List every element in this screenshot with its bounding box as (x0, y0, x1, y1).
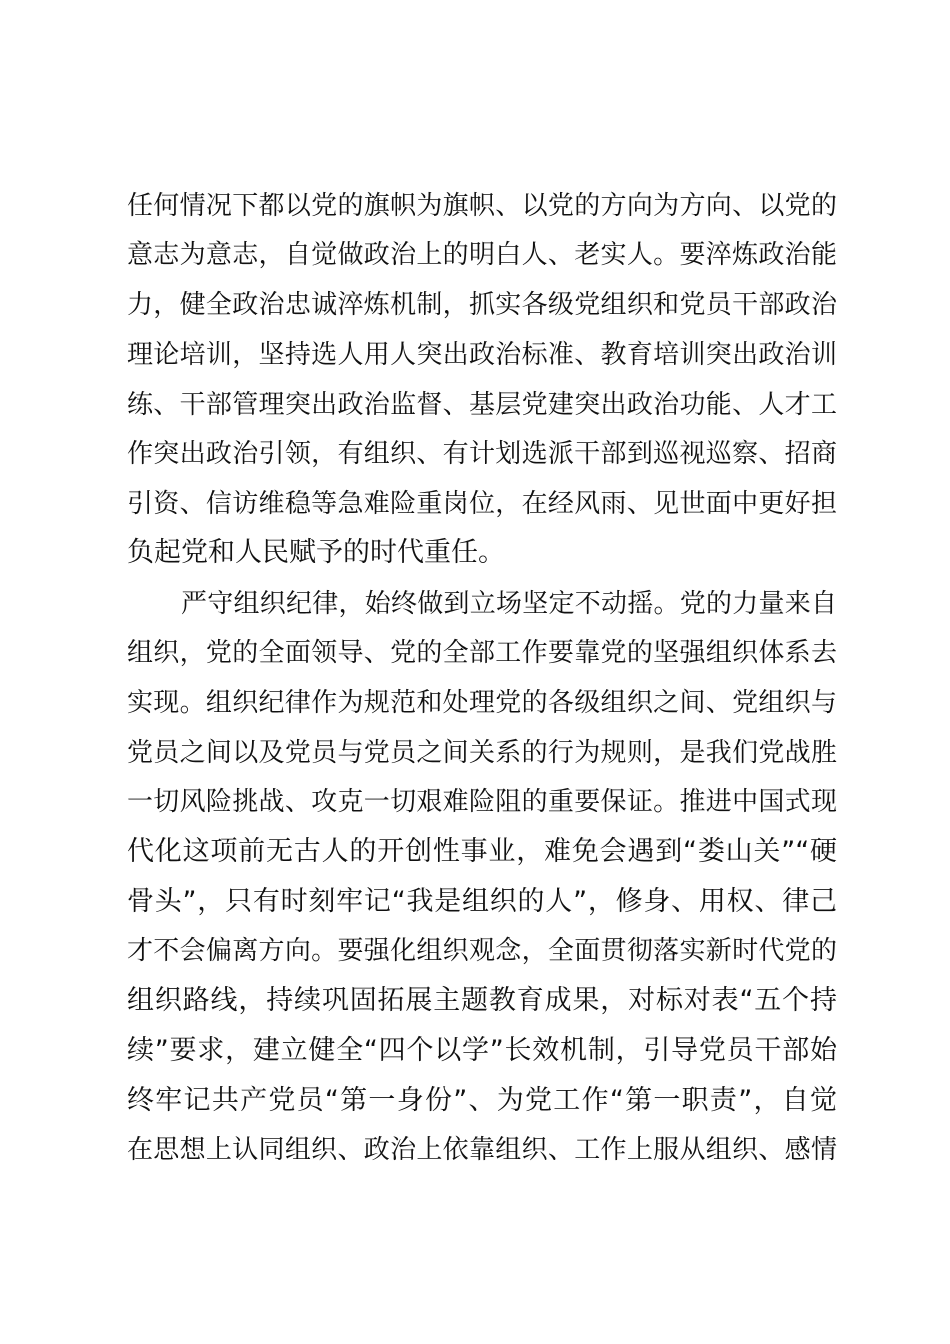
text-line: 组织路线，持续巩固拓展主题教育成果，对标对表“五个持 (127, 985, 837, 1016)
text-line: 续”要求，建立健全“四个以学”长效机制，引导党员干部始 (127, 1035, 837, 1066)
text-line: 引资、信访维稳等急难险重岗位，在经风雨、见世面中更好担 (127, 489, 837, 519)
paragraph-first-line: 严守组织纪律，始终做到立场坚定不动摇。党的力量来自 (181, 589, 837, 619)
text-line: 作突出政治引领，有组织、有计划选派干部到巡视巡察、招商 (127, 439, 837, 469)
text-line: 终牢记共产党员“第一身份”、为党工作“第一职责”，自觉 (127, 1085, 837, 1116)
text-line: 才不会偏离方向。要强化组织观念，全面贯彻落实新时代党的 (127, 936, 837, 966)
text-line: 力，健全政治忠诚淬炼机制，抓实各级党组织和党员干部政治 (127, 290, 837, 320)
text-line: 代化这项前无古人的开创性事业，难免会遇到“娄山关”“硬 (127, 836, 837, 867)
text-line: 党员之间以及党员与党员之间关系的行为规则，是我们党战胜 (127, 738, 837, 768)
text-line: 骨头”，只有时刻牢记“我是组织的人”，修身、用权、律己 (127, 886, 837, 917)
text-line: 练、干部管理突出政治监督、基层党建突出政治功能、人才工 (127, 390, 837, 420)
text-line: 一切风险挑战、攻克一切艰难险阻的重要保证。推进中国式现 (127, 787, 837, 817)
text-line: 任何情况下都以党的旗帜为旗帜、以党的方向为方向、以党的 (127, 191, 837, 221)
text-line: 负起党和人民赋予的时代重任。 (127, 537, 505, 568)
text-line: 理论培训，坚持选人用人突出政治标准、教育培训突出政治训 (127, 340, 837, 370)
text-line: 实现。组织纪律作为规范和处理党的各级组织之间、党组织与 (127, 688, 837, 718)
text-line: 在思想上认同组织、政治上依靠组织、工作上服从组织、感情 (127, 1135, 837, 1165)
text-line: 意志为意志，自觉做政治上的明白人、老实人。要淬炼政治能 (127, 240, 837, 270)
text-line: 组织，党的全面领导、党的全部工作要靠党的坚强组织体系去 (127, 638, 837, 668)
